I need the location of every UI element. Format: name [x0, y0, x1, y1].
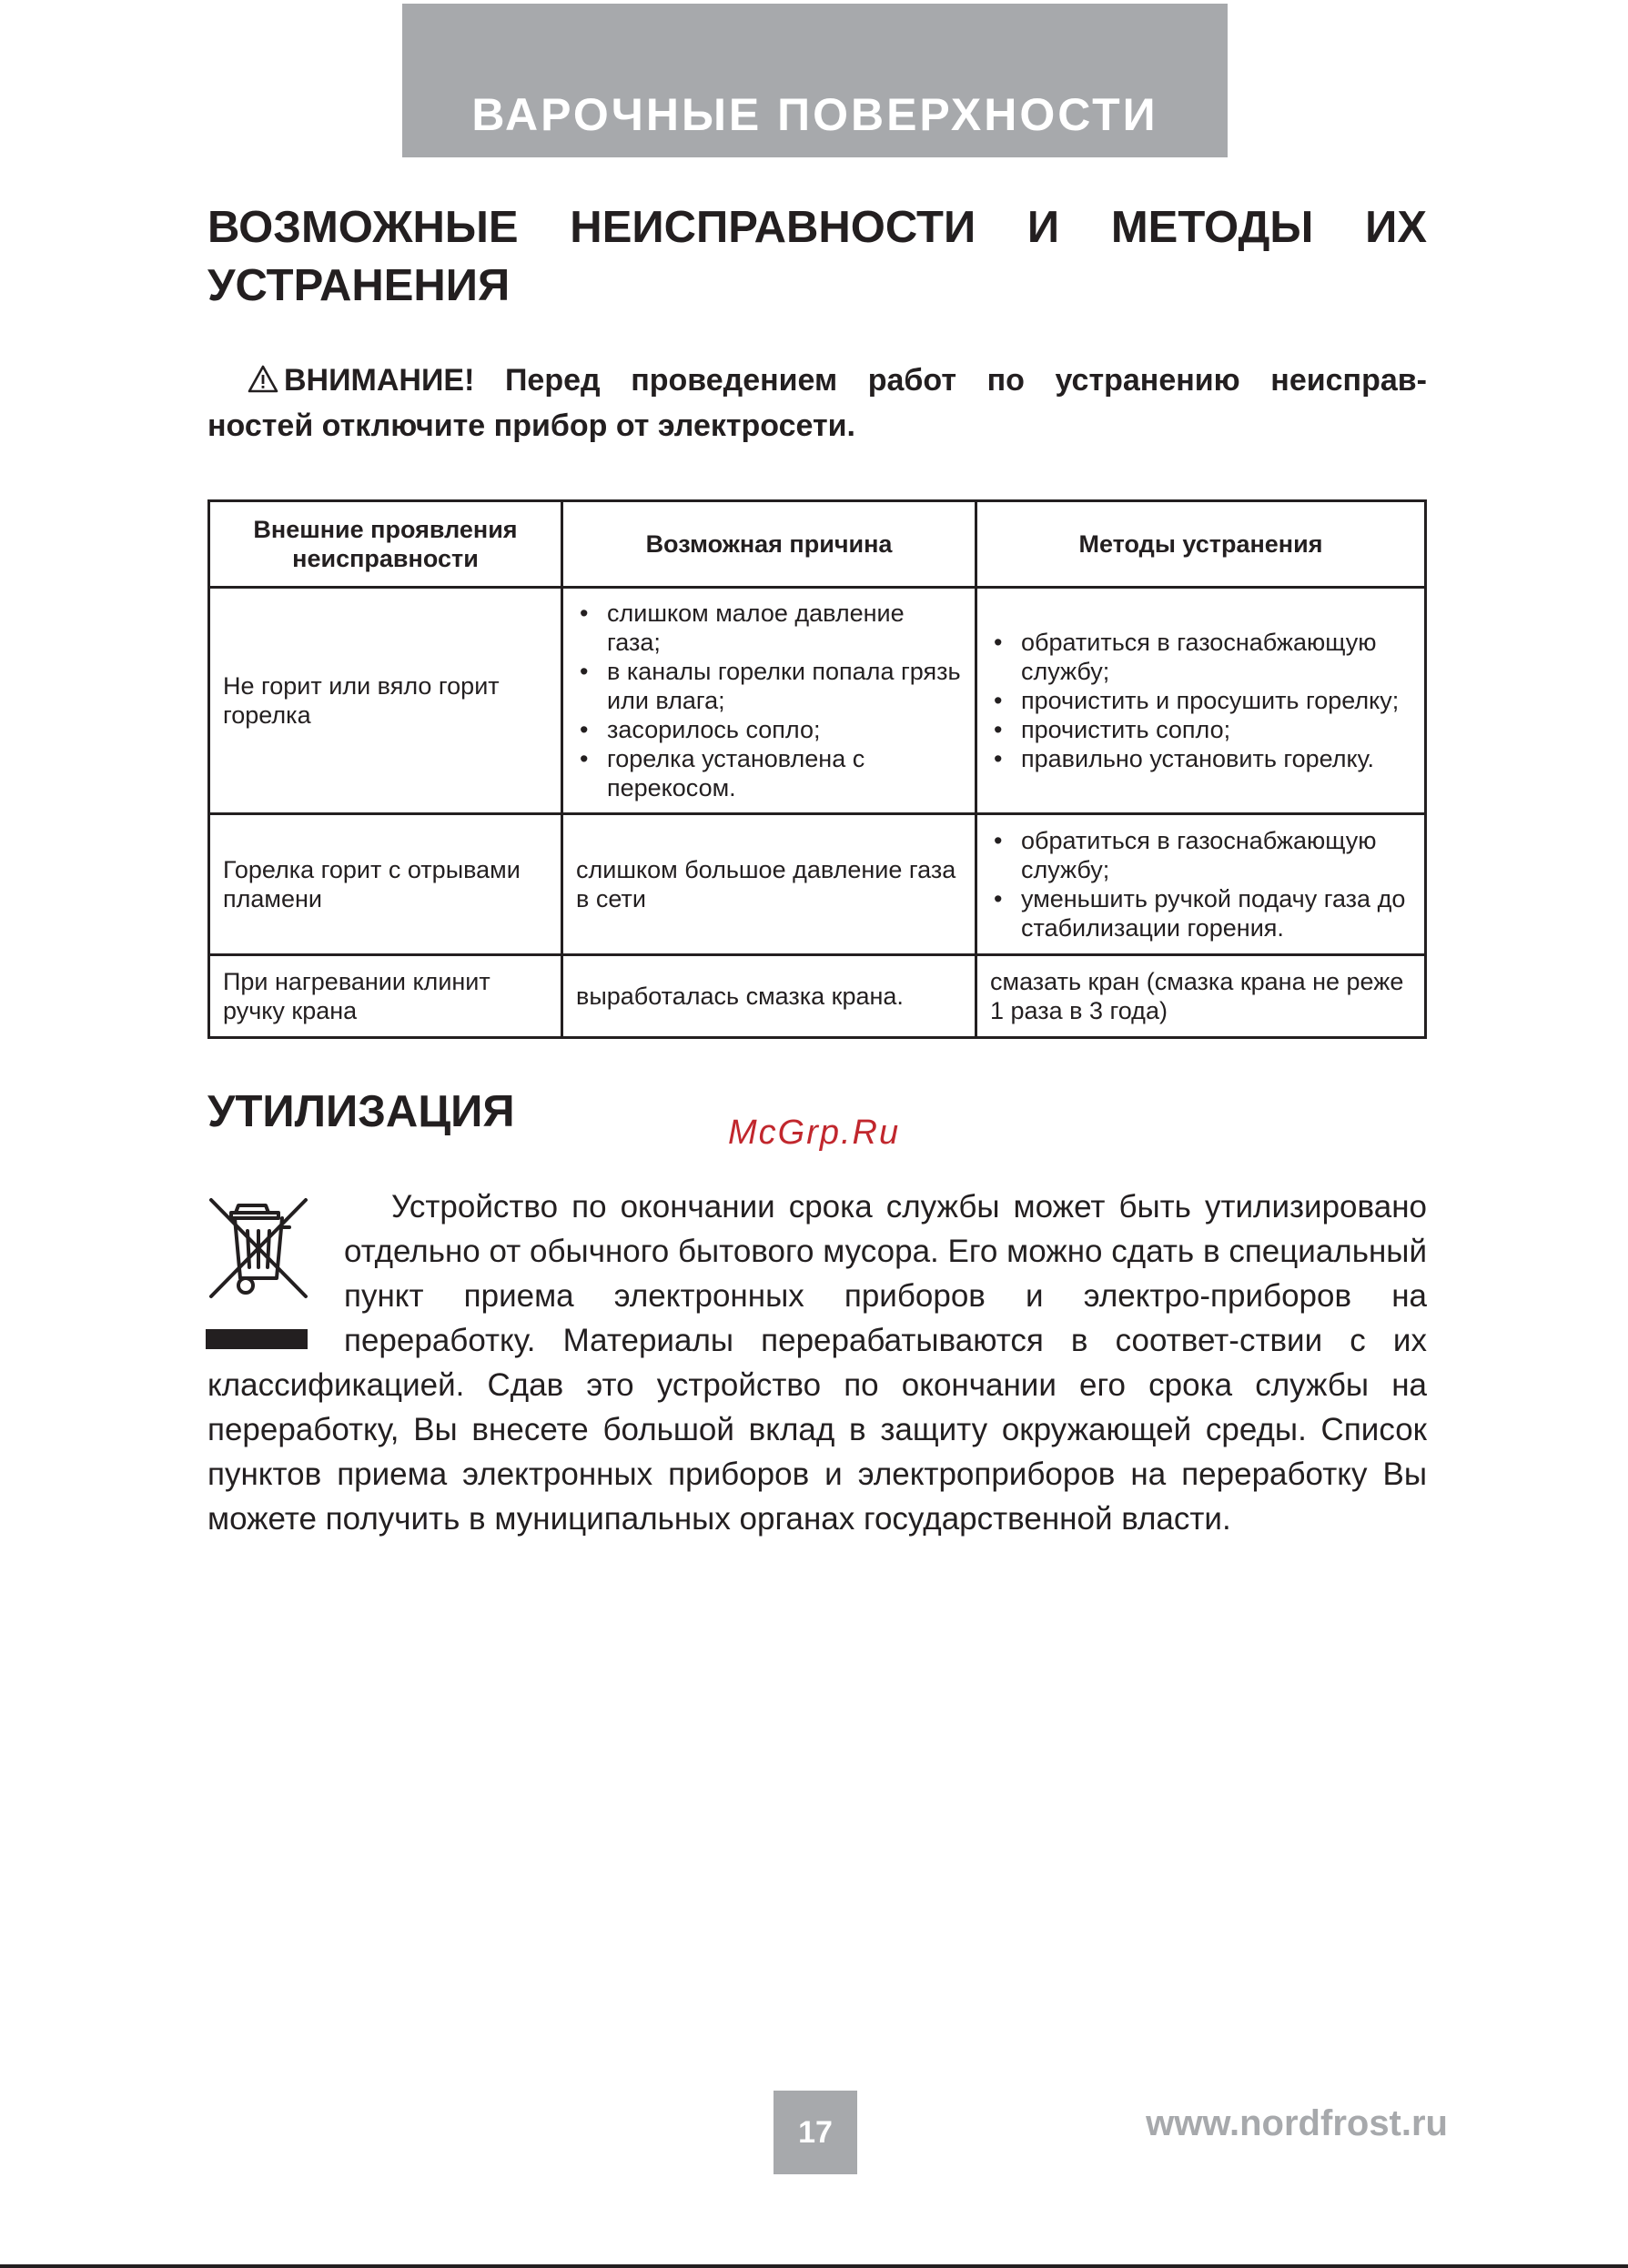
list-item: • горелка установлена с перекосом.	[607, 744, 962, 802]
list-item: • прочистить сопло;	[1021, 715, 1411, 744]
remedies-list	[990, 628, 1411, 773]
header-symptom: Внешние проявления неисправности	[209, 501, 562, 588]
cell-remedies	[976, 588, 1426, 814]
disposal-text: Устройство по окончании срока службы может быть утилизировано отдельно от обычного бытового мусора. Его можно сдать в специальный пункт приема электронных приборов и электро-приборов на переработку. Материалы перерабатываются в соответ-ствии с их классификацией. Сдав это устройство по окончании его срока службы на переработку, Вы внесете большой вклад в защиту окружающей среды. Список пунктов приема электронных приборов и электроприборов на переработку Вы можете получить в муниципальных органах государственной власти.	[207, 1189, 1427, 1537]
causes-list	[576, 599, 962, 802]
list-item: • засорилось сопло;	[607, 715, 962, 744]
cell-causes	[562, 588, 976, 814]
list-item: • прочистить и просушить горелку;	[1021, 686, 1411, 715]
cell-symptom: Горелка горит с отрывами пламени	[209, 814, 562, 955]
faults-section-title	[207, 198, 1427, 315]
faults-title-line1: ВОЗМОЖНЫЕ НЕИСПРАВНОСТИ И МЕТОДЫ ИХ	[207, 203, 1427, 252]
warning-line1: ВНИМАНИЕ! Перед проведением работ по устранению неисправ-	[284, 363, 1427, 398]
disposal-title: УТИЛИЗАЦИЯ	[207, 1087, 515, 1136]
list-item: • уменьшить ручкой подачу газа до стабилизации горения.	[1021, 884, 1411, 942]
header-remedy: Методы устранения	[976, 501, 1426, 588]
cell-symptom: При нагревании клинит ручку крана	[209, 955, 562, 1038]
page-number: 17	[774, 2091, 857, 2174]
list-item: • в каналы горелки попала грязь или влага;	[607, 657, 962, 715]
table-row	[209, 955, 1426, 1038]
disposal-paragraph	[207, 1184, 1427, 1541]
header-title: ВАРОЧНЫЕ ПОВЕРХНОСТИ	[471, 89, 1158, 140]
faults-table	[207, 499, 1427, 1039]
table-row	[209, 814, 1426, 955]
warning-line2: ностей отключите прибор от электросети.	[207, 408, 855, 443]
header-band	[402, 4, 1228, 157]
icon-wrap-space	[207, 1184, 344, 1361]
cell-cause: слишком большое давление газа в сети	[562, 814, 976, 955]
warning-line1-wrap	[207, 358, 1427, 403]
list-item: • обратиться в газоснабжающую службу;	[1021, 628, 1411, 686]
header-cause: Возможная причина	[562, 501, 976, 588]
warning-triangle-icon	[248, 365, 278, 394]
website-url: www.nordfrost.ru	[1146, 2103, 1448, 2143]
cell-symptom: Не горит или вяло горит горелка	[209, 588, 562, 814]
bottom-rule	[0, 2264, 1628, 2268]
table-row	[209, 588, 1426, 814]
cell-remedy: смазать кран (смазка крана не реже 1 раза в 3 года)	[976, 955, 1426, 1038]
table-header-row	[209, 501, 1426, 588]
remedies-list	[990, 826, 1411, 942]
list-item: • обратиться в газоснабжающую службу;	[1021, 826, 1411, 884]
cell-cause: выработалась смазка крана.	[562, 955, 976, 1038]
list-item: • правильно установить горелку.	[1021, 744, 1411, 773]
list-item: • слишком малое давление газа;	[607, 599, 962, 657]
warning-notice	[207, 358, 1427, 449]
faults-title-line2: УСТРАНЕНИЯ	[207, 261, 511, 310]
watermark-text: McGrp.Ru	[728, 1114, 901, 1152]
cell-remedies	[976, 814, 1426, 955]
